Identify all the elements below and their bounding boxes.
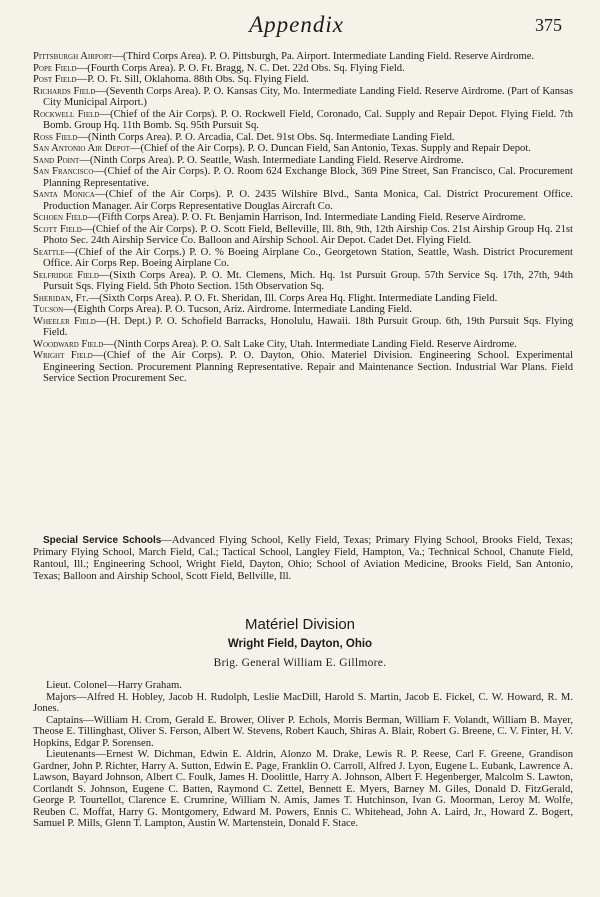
entry-text: —(Chief of the Air Corps.) P. O. % Boeing Airplane Co., Georgetown Station, Seattle, Wash. District Procurement Office. Air Corps Rep. Boeing Airplane Co.	[43, 246, 573, 269]
section-heading: Matériel Division	[244, 616, 356, 633]
entry-name: Sand Point	[33, 154, 80, 166]
special-schools-text: —Advanced Flying School, Kelly Field, Texas; Primary Flying School, Brooks Field, Texas; Primary Flying School, March Field, Cal.; Tactical School, Langley Field, Hampton, Va.; Technical School, Chanute Field, Rantoul, Ill.; Engineering School, Wright Field, Dayton, Ohio; School of Aviation Medicine, Brooks Field, San Antonio, Texas; Balloon and Airship School, Scott Field, Bellville, Ill.	[33, 535, 573, 582]
entry-text: —(Chief of the Air Corps). P. O. Rockwell Field, Coronado, Cal. Supply and Repair Depot. Flying Field. 7th Bomb. Group Hq. 11th Bomb. Sq. 95th Pursuit Sq.	[43, 108, 573, 131]
entry-text: —(Fourth Corps Area). P. O. Ft. Bragg, N. C. Det. 22d Obs. Sq. Flying Field.	[76, 62, 405, 74]
list-item	[33, 339, 573, 351]
list-item	[33, 63, 573, 75]
list-item	[33, 270, 573, 293]
entry-name: Scott Field	[33, 223, 82, 235]
commander-line: Brig. General William E. Gillmore.	[213, 657, 387, 669]
entry-name: Ross Field	[33, 131, 78, 143]
list-item	[33, 247, 573, 270]
entry-name: Santa Monica	[33, 189, 95, 200]
list-item	[33, 304, 573, 316]
entry-text: —P. O. Ft. Sill, Oklahoma. 88th Obs. Sq. Flying Field.	[76, 74, 309, 85]
entry-text: —(Chief of the Air Corps). P. O. Duncan Field, San Antonio, Texas. Supply and Repair Depot.	[129, 143, 531, 154]
entry-text: —(Fifth Corps Area). P. O. Ft. Benjamin Harrison, Ind. Intermediate Landing Field. Reserve Airdrome.	[87, 212, 526, 223]
entry-text: —(Ninth Corps Area). P. O. Salt Lake City, Utah. Intermediate Landing Field. Reserve Airdrome.	[103, 338, 517, 350]
entry-name: Wheeler Field	[33, 315, 96, 327]
list-item	[33, 350, 573, 385]
special-schools-paragraph	[33, 535, 573, 583]
entry-name: Sheridan, Ft.	[33, 292, 89, 304]
entry-text: —(Sixth Corps Area). P. O. Mt. Clemens, Mich. Hq. 1st Pursuit Group. 57th Service Sq. 17th, 27th, 94th Pursuit Sqs. Flying Field. 5th Photo Section. 15th Observation Sq.	[43, 269, 574, 292]
roster-paragraph: Captains—William H. Crom, Gerald E. Brower, Oliver P. Echols, Morris Berman, William F. Volandt, William B. Mayer, Theose E. Tillinghast, Oliver S. Ferson, Albert W. Stevens, Robert Kauch, Shiras A. Blair, Robert G. Breene, C. V. Finter, H. V. Hopkins, Edgar P. Sorensen.	[33, 714, 573, 749]
entry-text: —(Chief of the Air Corps). P. O. Scott Field, Belleville, Ill. 8th, 9th, 12th Airship Cos. 21st Airship Group Hq. 21st Photo Sec. 24th Airship Service Co. Balloon and Airship School. Air Depot. Cadet Det. Flying Field.	[43, 223, 573, 246]
entry-name: Tucson	[33, 304, 64, 315]
entry-name: Woodward Field	[33, 338, 104, 350]
entry-text: —(Eighth Corps Area). P. O. Tucson, Ariz. Airdrome. Intermediate Landing Field.	[63, 304, 412, 315]
entry-name: San Antonio Air Depot	[33, 143, 130, 154]
list-item	[33, 155, 573, 167]
entry-name: Pittsburgh Airport	[33, 51, 113, 62]
roster-paragraph: Majors—Alfred H. Hobley, Jacob H. Rudolph, Leslie MacDill, Harold S. Martin, Jacob E. Fickel, C. W. Howard, R. M. Jones.	[33, 691, 573, 714]
list-item	[33, 189, 573, 212]
airfield-list	[33, 51, 573, 385]
entry-name: Richards Field	[33, 85, 96, 97]
entry-name: Wright Field	[33, 350, 93, 361]
list-item	[33, 316, 573, 339]
list-item	[33, 212, 573, 224]
entry-name: Seattle	[33, 246, 65, 258]
list-item	[33, 166, 573, 189]
list-item	[33, 132, 573, 144]
entry-text: —(Third Corps Area). P. O. Pittsburgh, Pa. Airport. Intermediate Landing Field. Reserve Airdrome.	[112, 51, 535, 62]
entry-text: —(Ninth Corps Area). P. O. Seattle, Wash. Intermediate Landing Field. Reserve Airdrome.	[79, 154, 464, 166]
entry-text: —(H. Dept.) P. O. Schofield Barracks, Honolulu, Hawaii. 18th Pursuit Group. 6th, 19th Pursuit Sqs. Flying Field.	[43, 315, 573, 338]
list-item	[33, 109, 573, 132]
list-item	[33, 293, 573, 305]
list-item	[33, 224, 573, 247]
entry-text: —(Chief of the Air Corps). P. O. Dayton, Ohio. Materiel Division. Engineering School. Experimental Engineering Section. Procurement Planning Representative. Repair and Maintenance Section. Industrial War Plans. Field Service Section Procurement Sec.	[43, 350, 573, 384]
officer-roster	[33, 680, 573, 830]
page-number: 375	[535, 15, 562, 35]
entry-name: Selfridge Field	[33, 269, 99, 281]
list-item	[33, 74, 573, 86]
entry-name: Pope Field	[33, 62, 77, 74]
entry-name: Post Field	[33, 74, 77, 85]
entry-text: —(Ninth Corps Area). P. O. Arcadia, Cal. Det. 91st Obs. Sq. Intermediate Landing Field.	[77, 131, 455, 143]
entry-text: —(Chief of the Air Corps). P. O. Room 624 Exchange Block, 369 Pine Street, San Francisco, Cal. Procurement Planning Representative.	[43, 166, 573, 189]
entry-name: Schoen Field	[33, 212, 88, 223]
entry-text: —(Seventh Corps Area). P. O. Kansas City, Mo. Intermediate Landing Field. Reserve Airdrome. (Part of Kansas City Municipal Airport.)	[43, 85, 573, 108]
entry-name: San Francisco	[33, 166, 94, 177]
entry-text: —(Sixth Corps Area). P. O. Ft. Sheridan, Ill. Corps Area Hq. Flight. Intermediate Landing Field.	[88, 292, 498, 304]
running-header	[31, 12, 562, 40]
entry-text: —(Chief of the Air Corps). P. O. 2435 Wilshire Blvd., Santa Monica, Cal. District Procurement Office. Production Manager. Air Corps Representative Douglas Aircraft Co.	[43, 189, 573, 212]
entry-name: Rockwell Field	[33, 108, 100, 120]
roster-paragraph: Lieutenants—Ernest W. Dichman, Edwin E. Aldrin, Alonzo M. Drake, Lewis R. P. Reese, Carl F. Greene, Grandison Gardner, John P. Richter, Harry A. Sutton, Edwin E. Page, Franklin O. Carroll, Alfred J. Lyon, Eugene L. Eubank, Lawrence A. Lawson, Bayard Johnson, Albert C. Foulk, James H. Doolittle, Harry A. Johnson, Albert F. Hegenberger, Malcolm S. Lawton, Cortlandt S. Johnson, Eugene C. Batten, Raymond C. Zettel, Bennett E. Myers, Barney M. Giles, Donald D. FitzGerald, George P. Tourtellot, Clarence E. Crumrine, William N. Amis, James T. Hutchinson, Ivan G. Moorman, Leroy M. Wolfe, Reuben C. Moffat, Harry G. Montgomery, Edward M. Powers, Ennis C. Whitehead, John A. Laird, Jr., Howard Z. Bogert, Samuel P. Mills, Glenn T. Lampton, Austin W. Martenstein, Donald F. Stace.	[33, 749, 573, 829]
list-item	[33, 51, 573, 63]
special-schools-label: Special Service Schools	[43, 535, 162, 546]
section-subheading: Wright Field, Dayton, Ohio	[227, 638, 373, 650]
list-item	[33, 143, 573, 155]
list-item	[33, 86, 573, 109]
page-title: Appendix	[249, 12, 344, 37]
roster-paragraph: Lieut. Colonel—Harry Graham.	[46, 680, 182, 691]
